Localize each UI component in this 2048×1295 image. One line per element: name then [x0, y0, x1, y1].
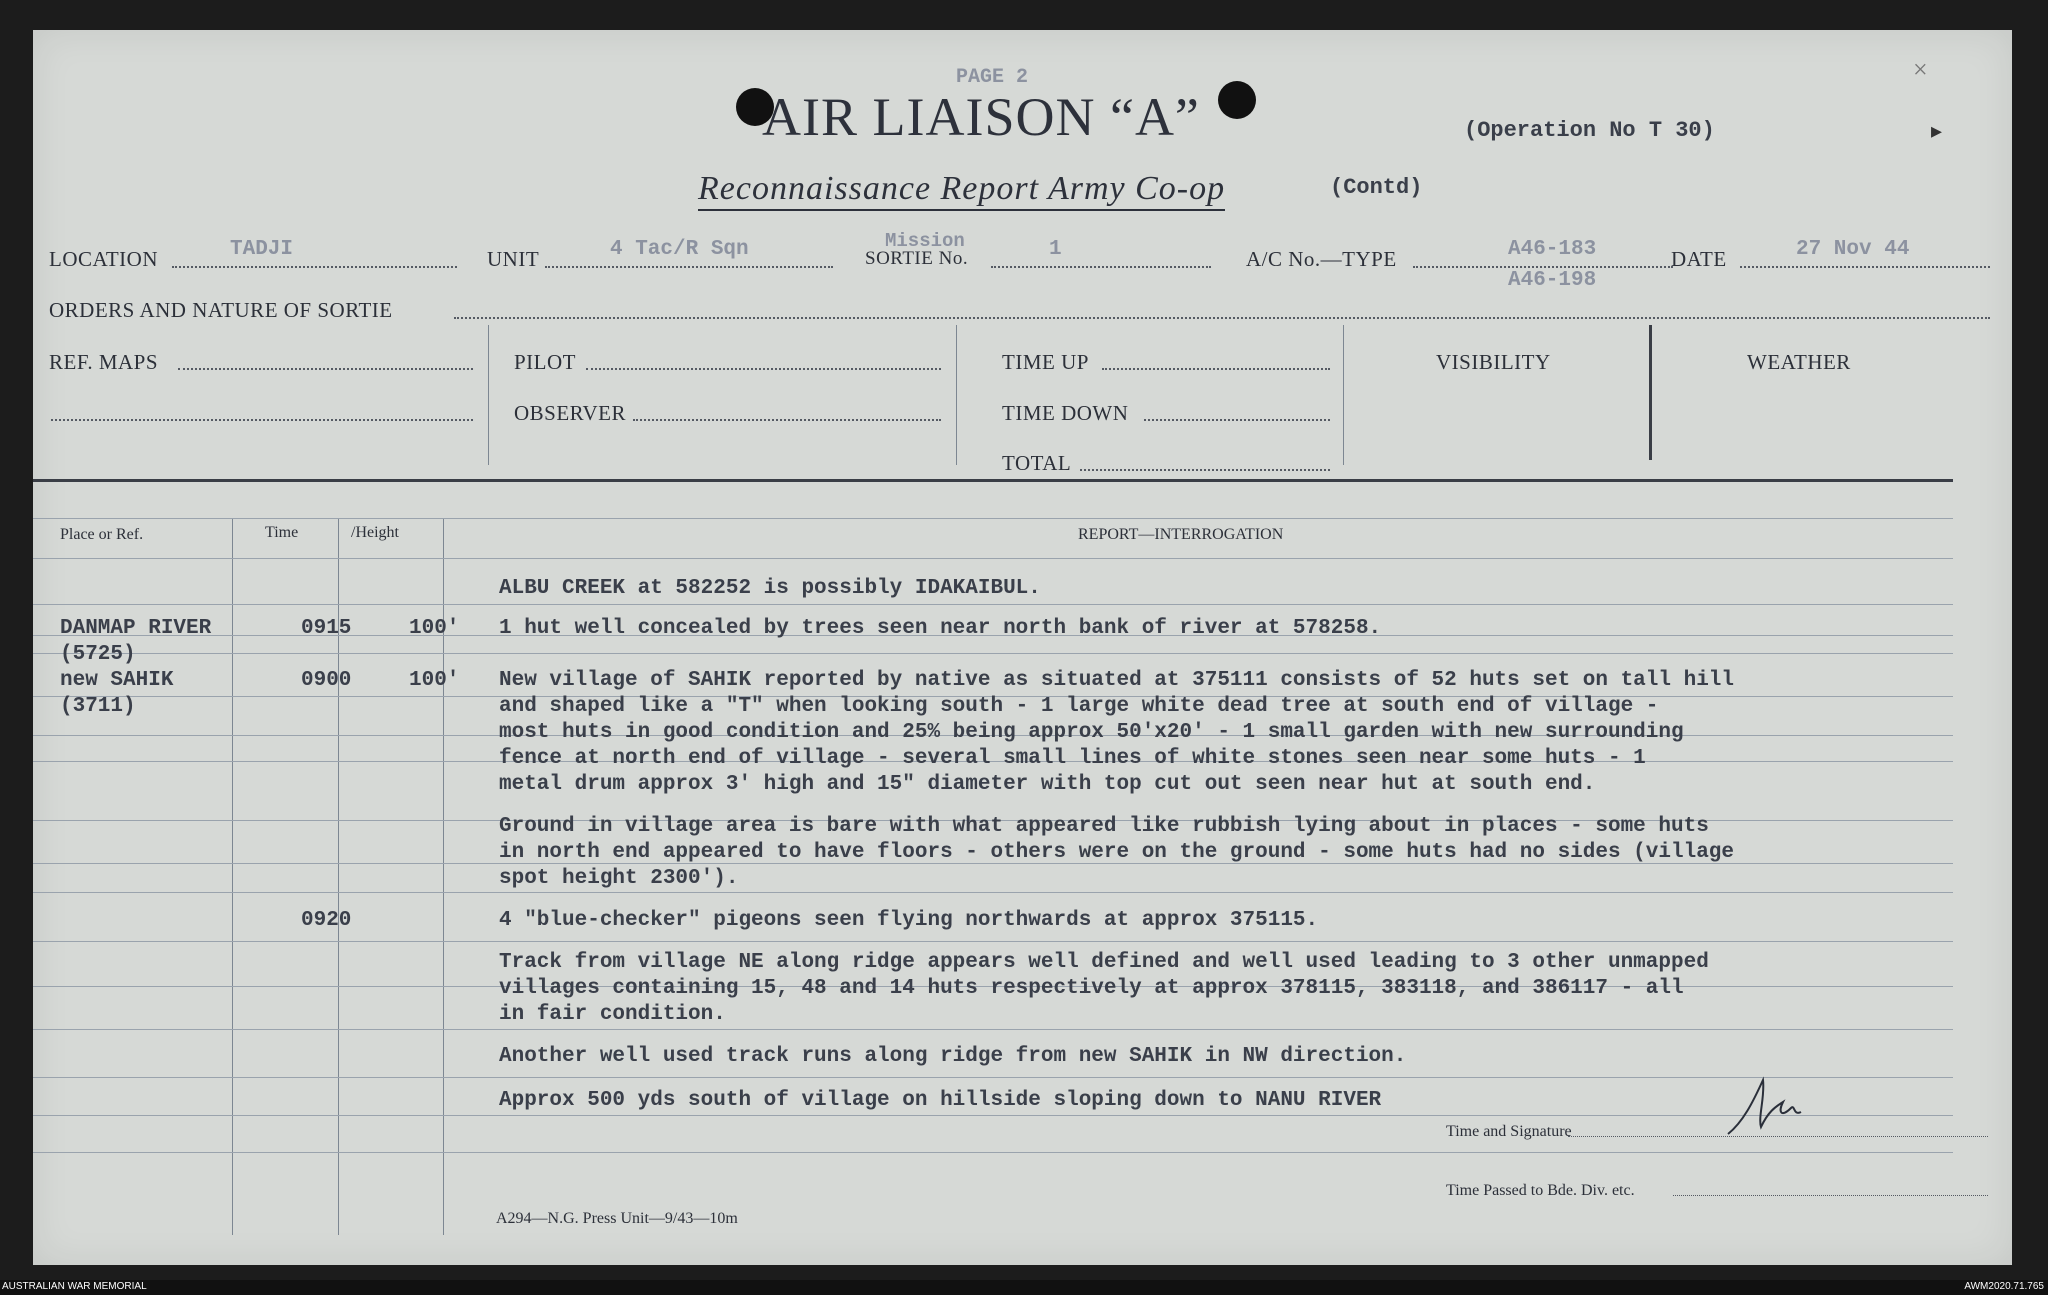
- weather-label: WEATHER: [1747, 350, 1851, 374]
- ruled-line: [33, 558, 1953, 559]
- table-cell-height: 100': [409, 617, 460, 640]
- ref-maps-dots-2: [51, 419, 473, 421]
- table-cell-report: 4 "blue-checker" pigeons seen flying northwards at approx 375115.: [499, 909, 1319, 932]
- section-rule: [33, 479, 1953, 482]
- ruled-line: [33, 604, 1953, 605]
- date-label: DATE: [1671, 247, 1727, 271]
- table-cell-report: villages containing 15, 48 and 14 huts respectively at approx 378115, 383118, and 386117 - all: [499, 977, 1684, 1000]
- observer-dots: [633, 419, 941, 421]
- ruled-line: [33, 518, 1953, 519]
- col-divider-1: [232, 518, 233, 1235]
- table-cell-place: (3711): [60, 695, 136, 718]
- ref-maps-label: REF. MAPS: [49, 350, 159, 374]
- sortie-dots: [991, 266, 1211, 268]
- divider-2: [956, 325, 957, 465]
- table-cell-time: 0900: [301, 669, 352, 692]
- time-passed-label: Time Passed to Bde. Div. etc.: [1446, 1182, 1635, 1199]
- footer-left: AUSTRALIAN WAR MEMORIAL: [2, 1281, 147, 1292]
- ruled-line: [33, 1077, 1953, 1078]
- contd-label: (Contd): [1330, 175, 1423, 200]
- unit-dots: [545, 266, 833, 268]
- table-cell-report: New village of SAHIK reported by native as situated at 375111 consists of 52 huts set on tall hill: [499, 669, 1735, 692]
- table-cell-report: in north end appeared to have floors - others were on the ground - some huts had no sides (village: [499, 841, 1735, 864]
- table-cell-height: 100': [409, 669, 460, 692]
- divider-1: [488, 325, 489, 465]
- page-subtitle: Reconnaissance Report Army Co-op: [698, 170, 1225, 211]
- unit-label: UNIT: [487, 247, 540, 271]
- location-value: TADJI: [230, 238, 294, 261]
- footer-strip: [0, 1280, 2048, 1295]
- divider-4: [1649, 325, 1652, 460]
- report-sheet: [33, 30, 2012, 1265]
- location-label: LOCATION: [49, 247, 158, 271]
- time-down-dots: [1144, 419, 1330, 421]
- time-passed-dots: [1673, 1195, 1988, 1196]
- ruled-line: [33, 941, 1953, 942]
- total-dots: [1080, 469, 1330, 471]
- ruled-line: [33, 892, 1953, 893]
- footer-right: AWM2020.71.765: [1964, 1281, 2044, 1292]
- table-cell-place: (5725): [60, 643, 136, 666]
- time-signature-label: Time and Signature: [1446, 1123, 1572, 1140]
- total-label: TOTAL: [1002, 451, 1072, 475]
- table-cell-report: most huts in good condition and 25% being approx 50'x20' - 1 small garden with new surrounding: [499, 721, 1684, 744]
- table-cell-report: in fair condition.: [499, 1003, 726, 1026]
- date-value: 27 Nov 44: [1796, 238, 1910, 261]
- ac-value-1: A46-183: [1508, 238, 1597, 261]
- signature: [1723, 1072, 1813, 1142]
- table-cell-report: spot height 2300').: [499, 867, 739, 890]
- operation-number: (Operation No T 30): [1464, 118, 1715, 143]
- ruled-line: [33, 1152, 1953, 1153]
- ruled-line: [33, 653, 1953, 654]
- time-up-dots: [1102, 368, 1330, 370]
- form-code: A294—N.G. Press Unit—9/43—10m: [496, 1210, 738, 1227]
- location-dots: [172, 266, 457, 268]
- col-height-header: /Height: [351, 524, 399, 541]
- table-cell-report: ALBU CREEK at 582252 is possibly IDAKAIBUL.: [499, 577, 1041, 600]
- orders-label: ORDERS AND NATURE OF SORTIE: [49, 298, 393, 322]
- punch-hole-right: [1218, 81, 1256, 119]
- sortie-value: 1: [1049, 238, 1062, 261]
- time-up-label: TIME UP: [1002, 350, 1089, 374]
- ac-dots: [1413, 266, 1673, 268]
- table-cell-report: Ground in village area is bare with what appeared like rubbish lying about in places - some huts: [499, 815, 1709, 838]
- col-place-header: Place or Ref.: [60, 526, 144, 543]
- table-cell-report: and shaped like a "T" when looking south - 1 large white dead tree at south end of village -: [499, 695, 1659, 718]
- col-report-header: REPORT—INTERROGATION: [1078, 526, 1284, 543]
- sortie-label: SORTIE No.: [865, 248, 969, 269]
- mission-label: Mission: [885, 230, 965, 252]
- table-cell-report: Approx 500 yds south of village on hillside sloping down to NANU RIVER: [499, 1089, 1382, 1112]
- visibility-label: VISIBILITY: [1436, 350, 1551, 374]
- pilot-label: PILOT: [514, 350, 576, 374]
- date-dots: [1740, 266, 1990, 268]
- unit-value: 4 Tac/R Sqn: [610, 238, 749, 261]
- table-cell-place: new SAHIK: [60, 669, 174, 692]
- ruled-line: [33, 1115, 1953, 1116]
- ac-label: A/C No.—TYPE: [1246, 247, 1397, 271]
- orders-dots: [454, 317, 1990, 319]
- pilot-dots: [586, 368, 941, 370]
- ref-maps-dots-1: [178, 368, 473, 370]
- corner-arrow-mark: ▸: [1931, 118, 1943, 143]
- corner-mark: ×: [1913, 55, 1928, 84]
- ruled-line: [33, 1029, 1953, 1030]
- observer-label: OBSERVER: [514, 401, 627, 425]
- table-cell-time: 0915: [301, 617, 352, 640]
- page-mark: PAGE 2: [956, 66, 1029, 89]
- table-cell-report: fence at north end of village - several small lines of white stones seen near some huts - 1: [499, 747, 1646, 770]
- divider-3: [1343, 325, 1344, 465]
- table-cell-report: 1 hut well concealed by trees seen near north bank of river at 578258.: [499, 617, 1382, 640]
- table-cell-place: DANMAP RIVER: [60, 617, 212, 640]
- table-cell-report: Track from village NE along ridge appears well defined and well used leading to 3 other unmapped: [499, 951, 1709, 974]
- table-cell-report: Another well used track runs along ridge from new SAHIK in NW direction.: [499, 1045, 1407, 1068]
- table-cell-time: 0920: [301, 909, 352, 932]
- time-down-label: TIME DOWN: [1002, 401, 1129, 425]
- ac-value-2: A46-198: [1508, 269, 1597, 292]
- table-cell-report: metal drum approx 3' high and 15" diameter with top cut out seen near hut at south end.: [499, 773, 1596, 796]
- col-time-header: Time: [265, 524, 299, 541]
- page-title: AIR LIAISON “A”: [762, 87, 1200, 147]
